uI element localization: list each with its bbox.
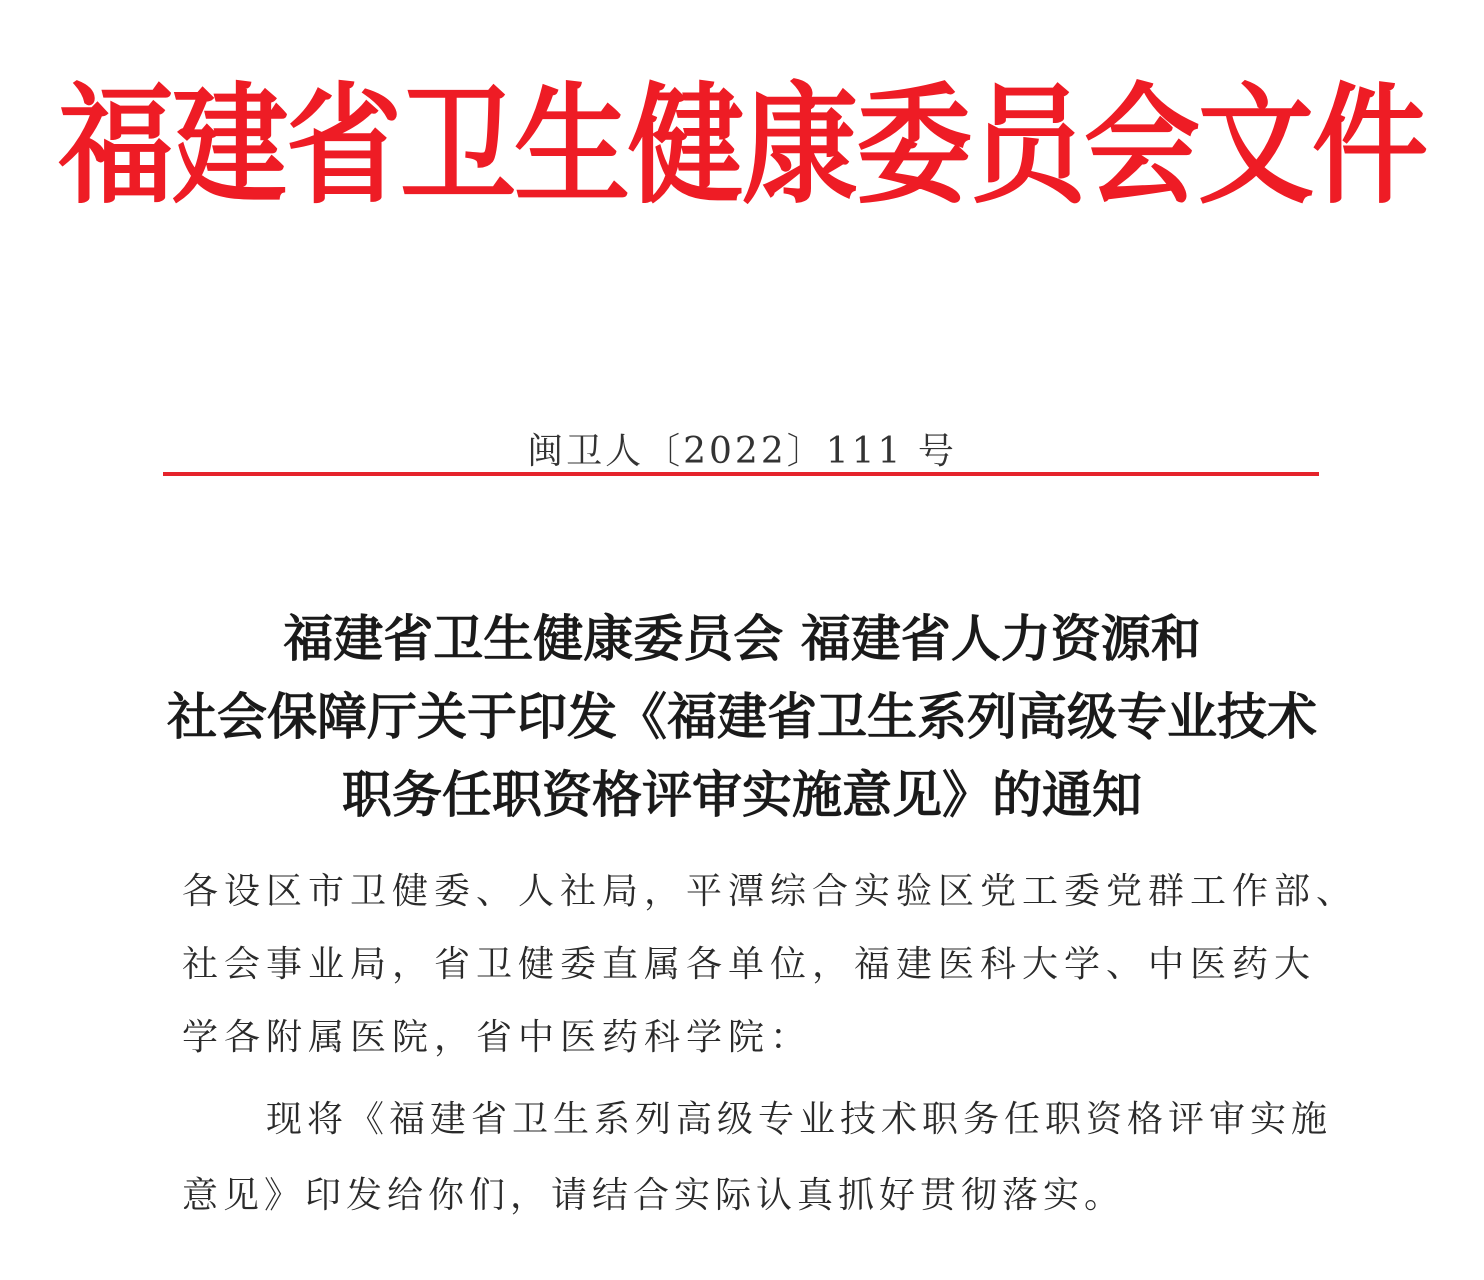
body-line: 意见》印发给你们，请结合实际认真抓好贯彻落实。 xyxy=(182,1175,1126,1216)
document-title xyxy=(100,600,1384,834)
red-divider-rule xyxy=(163,472,1319,476)
addressee-line: 各设区市卫健委、人社局，平潭综合实验区党工委党群工作部、 xyxy=(182,871,1359,912)
title-line: 福建省卫生健康委员会 福建省人力资源和 xyxy=(283,609,1201,668)
addressee-block xyxy=(182,855,1359,1074)
body-line: 现将《福建省卫生系列高级专业技术职务任职资格评审实施 xyxy=(266,1099,1333,1140)
title-line: 职务任职资格评审实施意见》的通知 xyxy=(342,765,1142,824)
document-number: 闽卫人〔2022〕111 号 xyxy=(527,431,957,472)
masthead-title: 福建省卫生健康委员会文件 xyxy=(58,69,1426,223)
title-line: 社会保障厅关于印发《福建省卫生系列高级专业技术 xyxy=(167,687,1317,746)
addressee-line: 社会事业局，省卫健委直属各单位，福建医科大学、中医药大 xyxy=(182,944,1317,985)
body-paragraph xyxy=(182,1082,1332,1234)
addressee-line: 学各附属医院，省中医药科学院： xyxy=(182,1017,813,1058)
